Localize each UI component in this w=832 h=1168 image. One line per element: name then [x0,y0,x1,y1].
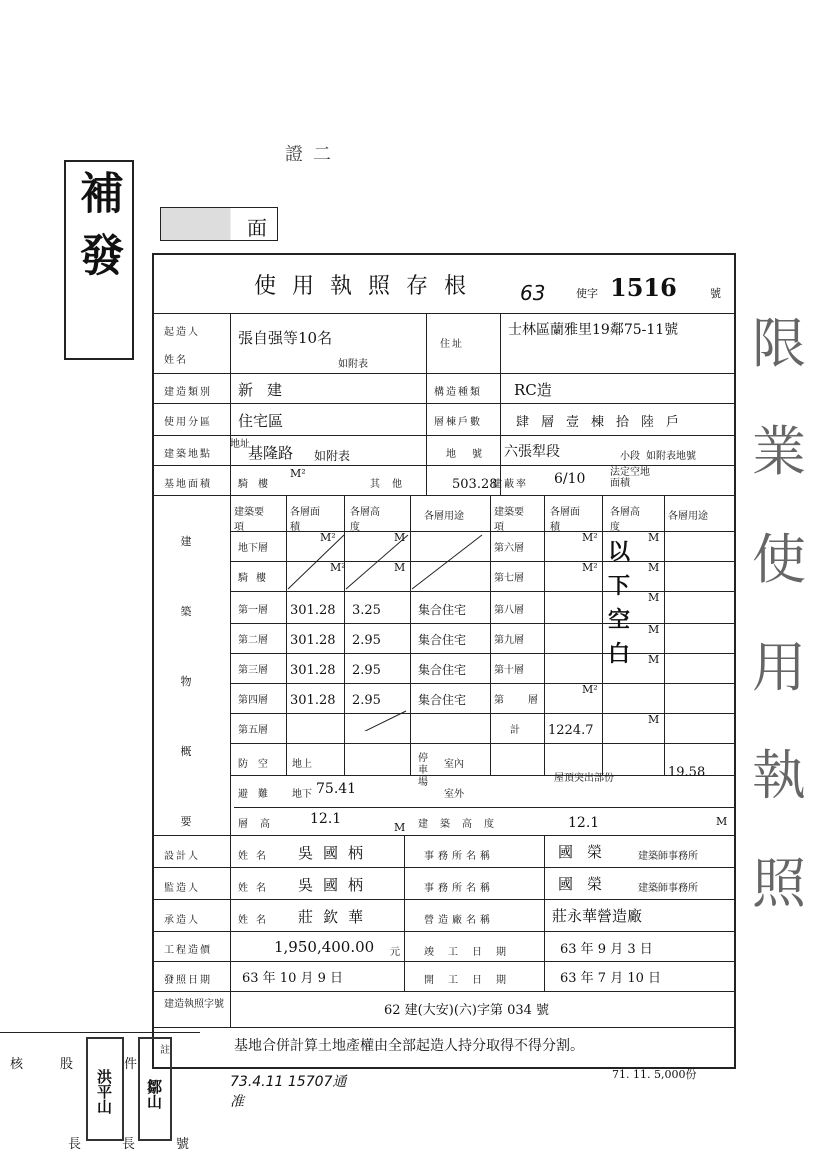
roof-value: 19.58 [668,765,706,780]
total-label: 計 [510,725,520,736]
designer-name-label: 姓名 [238,851,274,862]
shelter-above: 地上 [292,759,312,770]
supervisor-name: 吳國柄 [298,876,374,894]
supervisor-office-suffix: 建築師事務所 [638,883,698,894]
floor-height: 2.95 [352,663,381,678]
form-year: 63 [520,281,546,305]
applicant-label1: 起造人 [164,327,200,338]
signoff-label: 號 [176,1137,190,1152]
col-header-left-item: 建築要項 [234,507,264,533]
contractor-name: 莊欽華 [298,908,374,926]
units-value: 肆層壹棟拾陸戶 [516,415,692,430]
start-value: 63 年 7 月 10 日 [560,971,662,986]
structure-value: RC造 [514,381,552,399]
applicant-label2: 姓名 [164,355,188,366]
reissue-stamp-text: 補發 [72,170,123,294]
refuge-below: 地下 [292,789,312,800]
seal-2-text: 鄒山 [145,1079,163,1109]
refuge-label: 避難 [238,789,278,800]
lot-label: 地號 [446,449,498,460]
total-value: 1224.7 [548,723,594,738]
floor-height: 3.25 [352,603,381,618]
side-marks: 限業使用執照 [752,312,806,915]
top-text: 證二 [285,144,341,165]
reissue-stamp [64,160,134,360]
designer-office-label: 事務所名稱 [424,851,494,862]
floor-use: 集合住宅 [418,633,467,647]
floor-right-name: 第八層 [494,605,524,616]
form-title: 使用執照存根 [254,274,483,299]
supervisor-name-label: 姓名 [238,883,274,894]
remark-text: 基地合併計算土地產權由全部起造人持分取得不得分割。 [234,1038,584,1054]
col-header-right-item: 建築要項 [494,507,524,533]
floor-height-value: 12.1 [310,811,342,827]
print-note: 71. 11. 5,000份 [612,1068,697,1081]
building-type-value: 新建 [238,381,297,399]
building-type-label: 建造類別 [164,387,212,398]
roof-label: 屋頂突出部份 [554,773,614,784]
applicant-note: 如附表 [338,359,368,370]
floor-height: 2.95 [352,693,381,708]
empty-strokes [286,531,486,731]
bldg-height-value: 12.1 [568,815,600,831]
col-header-left-use: 各層用途 [424,511,464,522]
floor-left-name: 地下層 [238,543,268,554]
complete-value: 63 年 9 月 3 日 [560,942,653,957]
floor-right-name: 第六層 [494,543,524,554]
site-road-note: 如附表 [314,449,351,463]
floor-left-name: 第三層 [238,665,268,676]
cost-label: 工程造價 [164,945,212,956]
floor-right-name: 第十層 [494,665,524,676]
parking-indoor: 室內 [444,759,464,770]
col-header-right-use: 各層用途 [668,511,708,522]
parking-outdoor: 室外 [444,789,464,800]
area-label: 基地面積 [164,479,212,490]
designer-label: 設計人 [164,851,200,862]
units-label: 層棟戶數 [434,417,482,428]
blank-note: 以下空白 [607,539,630,667]
form-prefix: 使字 [576,287,598,300]
form-number: 1516 [610,273,677,302]
other-value: 503.28 [452,477,498,492]
signoff-label: 件 [124,1057,138,1072]
supervisor-office: 國榮 [558,875,617,893]
applicant-name: 張自强等10名 [238,329,333,347]
floor-height-label: 層高 [238,819,282,830]
address-label: 住址 [440,339,464,350]
site-addr-label: 地址 [230,439,250,450]
use-zone-value: 住宅區 [238,412,284,430]
col-header-left-area: 各層面積 [290,507,320,533]
designer-name: 吳國柄 [298,844,374,862]
start-label: 開工日期 [424,975,520,986]
floor-right-name: 第層 [494,695,562,706]
cost-unit: 元 [390,947,400,958]
form-suffix: 號 [710,287,721,300]
area-unit: M² [290,467,306,480]
seal-1-text: 洪平山 [95,1069,113,1114]
floor-left-name: 第四層 [238,695,268,706]
issue-value: 63 年 10 月 9 日 [242,971,344,986]
floor-area: 301.28 [290,633,336,648]
designer-office: 國榮 [558,843,617,861]
floor-area: 301.28 [290,663,336,678]
floor-height: 2.95 [352,633,381,648]
issue-label: 發照日期 [164,975,212,986]
floor-right-name: 第七層 [494,573,524,584]
cost-value: 1,950,400.00 [274,938,375,956]
floor-use: 集合住宅 [418,603,467,617]
structure-label: 構造種類 [434,387,482,398]
bldg-height-label: 建築高度 [418,819,506,830]
remark-label: 註 [160,1045,170,1056]
contractor-firm-label: 營造廠名稱 [424,915,494,926]
complete-label: 竣工日期 [424,947,520,958]
shelter-label: 防空 [238,759,278,770]
other-label: 其他 [370,479,414,490]
permit-value: 62 建(大安)(六)字第 034 號 [384,1003,550,1018]
site-subsection: 小段 [620,451,640,462]
signoff-strip [0,1032,200,1159]
signoff-label: 長 [122,1137,136,1152]
tab-label: 面 [247,216,267,240]
signoff-label: 股 [60,1057,74,1072]
signoff-label: 核 [10,1057,24,1072]
supervisor-office-label: 事務所名稱 [424,883,494,894]
floor-area: 301.28 [290,603,336,618]
contractor-name-label: 姓名 [238,915,274,926]
coverage-value: 6/10 [554,471,586,487]
parking-label: 停車場 [418,753,428,788]
site-lot-note: 如附表地號 [646,451,696,462]
signoff-label: 長 [68,1137,82,1152]
contractor-label: 承造人 [164,915,200,926]
refuge-value: 75.41 [316,781,357,797]
handwritten-note: 73.4.11 15707通准 [230,1074,347,1110]
contractor-firm: 莊永華營造廠 [552,907,643,925]
floor-area: 301.28 [290,693,336,708]
open-area-label: 法定空地面積 [610,467,650,489]
floor-left-name: 第一層 [238,605,268,616]
tab-box [160,207,278,241]
floor-left-name: 第二層 [238,635,268,646]
coverage-label: 建蔽率 [492,479,528,490]
seal-1 [86,1037,124,1141]
designer-office-suffix: 建築師事務所 [638,851,698,862]
floor-right-name: 第九層 [494,635,524,646]
site-label: 建築地點 [164,449,212,460]
floor-left-name: 第五層 [238,725,268,736]
seal-2 [138,1037,172,1141]
col-header-right-height: 各層高度 [610,507,640,533]
address-value: 士林區蘭雅里19鄰75-11號 [508,322,679,338]
permit-label: 建造執照字號 [164,999,224,1010]
permit-stub-form: 使用執照存根 63 使字 1516 號 起造人 姓名 張自强等10名 如附表 住址 士林區蘭雅里19鄰75-11號 建造類別 新建 構造種類 RC造 使用分區 住宅區 層棟戶數 肆層壹棟拾陸戶 建築地點 地址 基隆路 如附表 地號 六張犁段 小段 如附表地號 基地面積 騎樓 M² 其他 503.28 建蔽率 6/10 法定空地面積 建 築 物 概 要 建築要項 各層面積 各層高度 各層用途 建築要項 各層面積 各層高度 各層用途 地下層 騎樓 第一層 第二層 第三層 第四層 第五層 301.28 301.28 301.28 301.28 3.25 2.95 2.95 2.95 集合住宅 集合住宅 集合住宅 集合住宅 第六層 第七層 第八層 第九層 第十層 第層 以下空白 計 1224.7 M² M M² M M² M M² M M M M M² M 防空 地上 避難 地下 75.41 停車場 室內 室外 屋頂突出部份 19.58 層高 12.1 建築高度 12.1 M M 設計人 姓名 吳國柄 事務所名稱 國榮 建築師事務所 監造人 姓名 吳國柄 事務所名稱 國榮 建築師事務所 承造人 姓名 莊欽華 營造廠名稱 莊永華營造廠 工程造價 1,950,400.00 元 竣工日期 63 年 9 月 3 日 發照日期 63 年 10 月 9 日 開工日期 63 年 7 月 10 日 建造執照字號 62 建(大安)(六)字第 034 號 註 基地合併計算土地產權由全部起造人持分取得不得分割。 [152,253,736,1069]
col-header-left-height: 各層高度 [350,507,380,533]
col-header-right-area: 各層面積 [550,507,580,533]
floor-use: 集合住宅 [418,693,467,707]
floor-use: 集合住宅 [418,663,467,677]
attached-label: 騎樓 [238,479,278,490]
use-zone-label: 使用分區 [164,417,212,428]
supervisor-label: 監造人 [164,883,200,894]
site-section: 六張犁段 [504,444,560,460]
floor-left-name: 騎樓 [238,573,274,584]
site-road: 基隆路 [248,444,294,462]
